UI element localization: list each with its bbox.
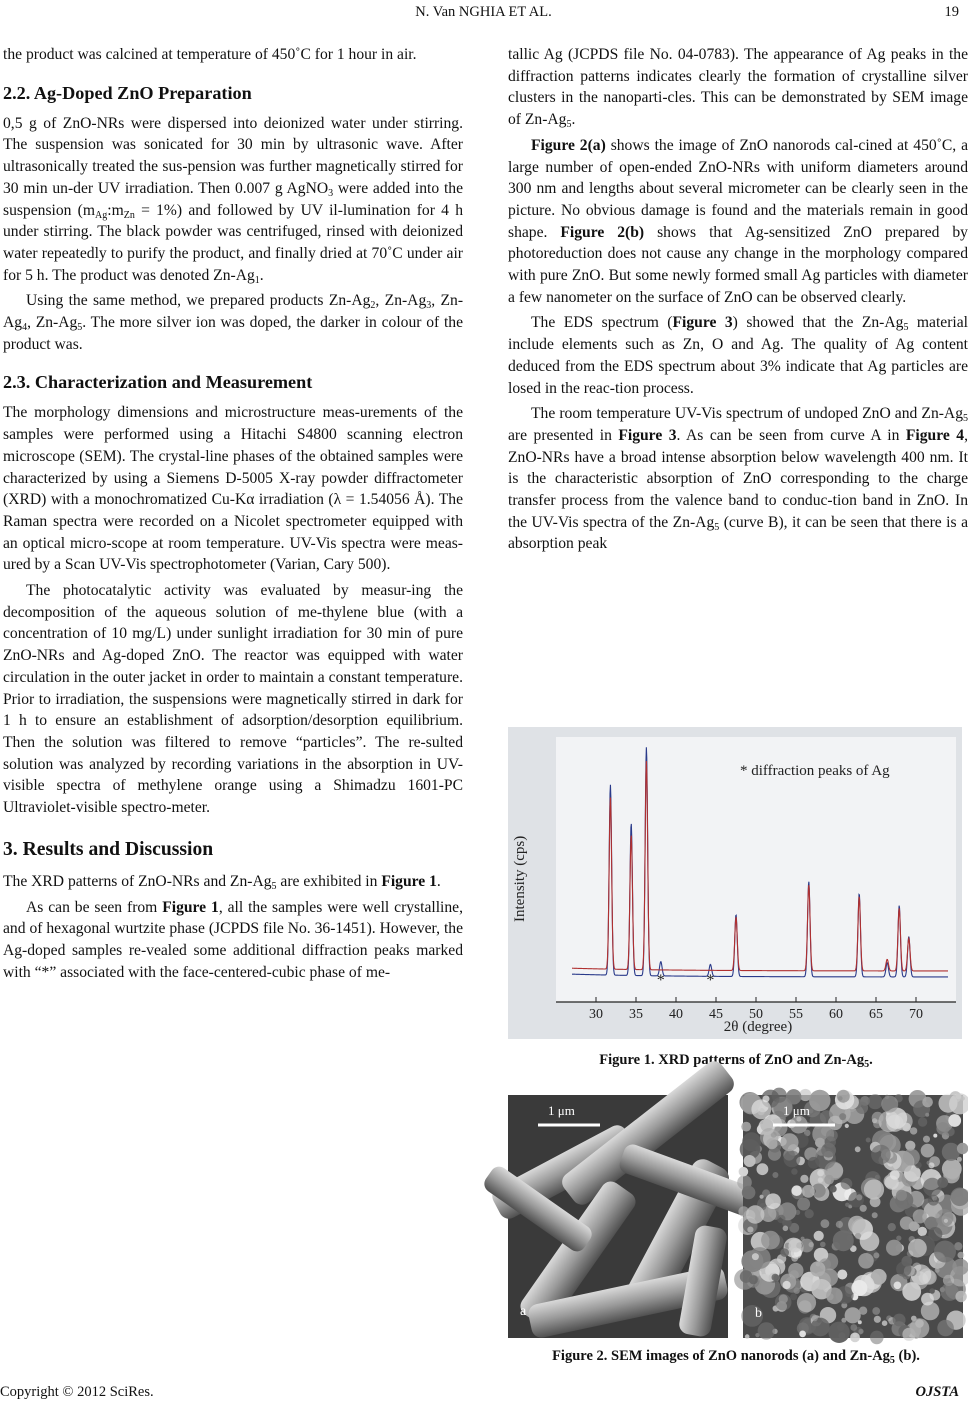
paragraph: tallic Ag (JCPDS file No. 04-0783). The appearance of Ag peaks in the diffraction patterns indicates clearly the formation of crystalline silver clusters in the nanoparti-cles. This can be demonstrated by SEM image of $Zn-Ag_5$. [508, 46, 968, 131]
x-axis-label: 2θ (degree) [723, 1019, 793, 1035]
copyright: Copyright © 2012 SciRes. [0, 1384, 154, 1400]
right-column [508, 44, 968, 555]
sem-image-b [743, 1095, 963, 1338]
x-tick-label: 70 [909, 1007, 923, 1022]
section-heading: 2.3. Characterization and Measurement [3, 372, 313, 393]
paragraph: The morphology dimensions and microstructure meas-urements of the samples were performed using a Hitachi S4800 scanning electron microscope (SEM). The crystal-line phases of the obtained samples were characterized by using a Siemens D-5005 X-ray powder diffractometer (XRD) with a monochromatized Cu-Kα irradiation (λ = 1.54056 Å). The Raman spectra were recorded on a Nicolet spectrometer equipped with an optical micro-scope at room temperature. UV-Vis spectra were meas-ured by a Scan UV-Vis spectrophotometer (Varian, Cary 500). [3, 404, 463, 574]
page-footer [0, 1384, 967, 1404]
page-header [0, 4, 967, 24]
figure-2-caption: Figure 2. SEM images of ZnO nanorods (a) and $Zn-Ag_5$ (b). [552, 1348, 920, 1366]
left-column [3, 44, 463, 983]
ag-peak-marker: * [656, 972, 665, 989]
scale-label: 1 μm [548, 1103, 575, 1118]
x-tick-label: 35 [629, 1007, 643, 1022]
sem-image-a [508, 1095, 728, 1338]
x-tick-label: 65 [869, 1007, 883, 1022]
paragraph: Using the same method, we prepared products $Zn-Ag_2$, $Zn-Ag_3$, $Zn-Ag_4$, $Zn-Ag_5$. The more silver ion was doped, the darker in colour of the product was. [3, 292, 464, 353]
paragraph: The EDS spectrum (Figure 3) showed that the $Zn-Ag_5$ material include elements such as Zn, O and Ag. The quality of Ag content deduced from the EDS spectrum about 3% indicate that Ag particles are losed in the reac-tion process. [508, 314, 968, 397]
x-tick-label: 55 [789, 1007, 803, 1022]
paragraph: The XRD patterns of ZnO-NRs and $Zn-Ag_5$ are exhibited in Figure 1. [3, 872, 441, 892]
paragraph: The room temperature UV-Vis spectrum of undoped ZnO and $Zn-Ag_5$ are presented in Figure 3. As can be seen from curve A in Figure 4, ZnO-NRs have a broad intense absorption below wavelength 400 nm. It is the characteristic absorption of ZnO corresponding to the charge transfer process from the valence band to conduc-tion band in ZnO. In the UV-Vis spectra of the $Zn-Ag_5$ (curve B), it can be seen that there is a absorption peak [508, 405, 968, 553]
paragraph: the product was calcined at temperature of 450˚C for 1 hour in air. [3, 46, 417, 63]
page-number: 19 [944, 4, 959, 20]
paragraph: Figure 2(a) shows the image of ZnO nanorods cal-cined at 450˚C, a large number of open-ended ZnO-NRs with uniform diameters around 300 nm and lengths about several micrometer can be clearly seen in the picture. No obvious damage is found and the materials remain in good shape. Figure 2(b) shows that Ag-sensitized ZnO prepared by photoreduction does not cause any change in the morphology compared with pure ZnO. But some newly formed small Ag particles with diameter a few nanometer on the surface of ZnO can be observed clearly. [508, 136, 968, 306]
x-tick-label: 60 [829, 1007, 843, 1022]
x-tick-label: 40 [669, 1007, 683, 1022]
figure-1-caption: Figure 1. XRD patterns of ZnO and $Zn-Ag_5$. [599, 1052, 873, 1070]
section-heading: 3. Results and Discussion [3, 838, 214, 860]
x-tick-label: 50 [749, 1007, 763, 1022]
journal-name: OJSTA [915, 1384, 959, 1400]
panel-label-a: a [520, 1304, 527, 1319]
section-heading: 2.2. Ag-Doped ZnO Preparation [3, 82, 252, 103]
paragraph: 0,5 g of ZnO-NRs were dispersed into deionized water under stirring. The suspension was sonicated for 30 min by ultrasonic wave. After ultrasonically treated the sus-pension was further magnetically stirred for 30 min un-der UV irradiation. Then 0.007 g AgNO$_3$ were added into the suspension $(m_{Ag}:m_{Zn} = 1\%)$ and followed by UV il-lumination for 4 h under stirring. The black powder was centrifuged, rinsed with deionized water repeatedly to purify the product, and finally dried at 70˚C under air for 5 h. The product was denoted $Zn-Ag_1$. [3, 114, 464, 286]
panel-label-b: b [755, 1306, 762, 1321]
paragraph: The photocatalytic activity was evaluated by measur-ing the decomposition of the aqueous solution of me-thylene blue (with a concentration of 10 mg/L) under sunlight irradiation for 30 min of pure ZnO-NRs and Ag-doped ZnO. The reactor was equipped with water circulation in the outer jacket in order to maintain a constant temperature. Prior to irradiation, the suspensions were magnetically stirred in dark for 1 h to ensure an establishment of adsorption/desorption equilibrium. Then the solution was filtered to remove “particles”. The re-sulted solution was analyzed by recording variations in the absorption in UV-visible spectra of methylene orange using a Shimadzu 1601-PC Ultraviolet-visible spectro-meter. [3, 582, 463, 817]
chart-annotation: * diffraction peaks of Ag [740, 763, 890, 779]
x-tick-label: 30 [589, 1007, 603, 1022]
running-head: N. Van NGHIA ET AL. [415, 4, 552, 20]
scale-label: 1 μm [783, 1103, 810, 1118]
y-axis-label: Intensity (cps) [512, 835, 528, 922]
x-tick-label: 45 [709, 1007, 723, 1022]
ag-peak-marker: * [706, 972, 715, 989]
xrd-chart [508, 727, 962, 1039]
paragraph: As can be seen from Figure 1, all the samples were well crystalline, and of hexagonal wurtzite phase (JCPDS file No. 36-1451). However, the Ag-doped samples re-vealed some additional diffraction peaks marked with “*” associated with the face-centered-cubic phase of me- [3, 898, 463, 981]
